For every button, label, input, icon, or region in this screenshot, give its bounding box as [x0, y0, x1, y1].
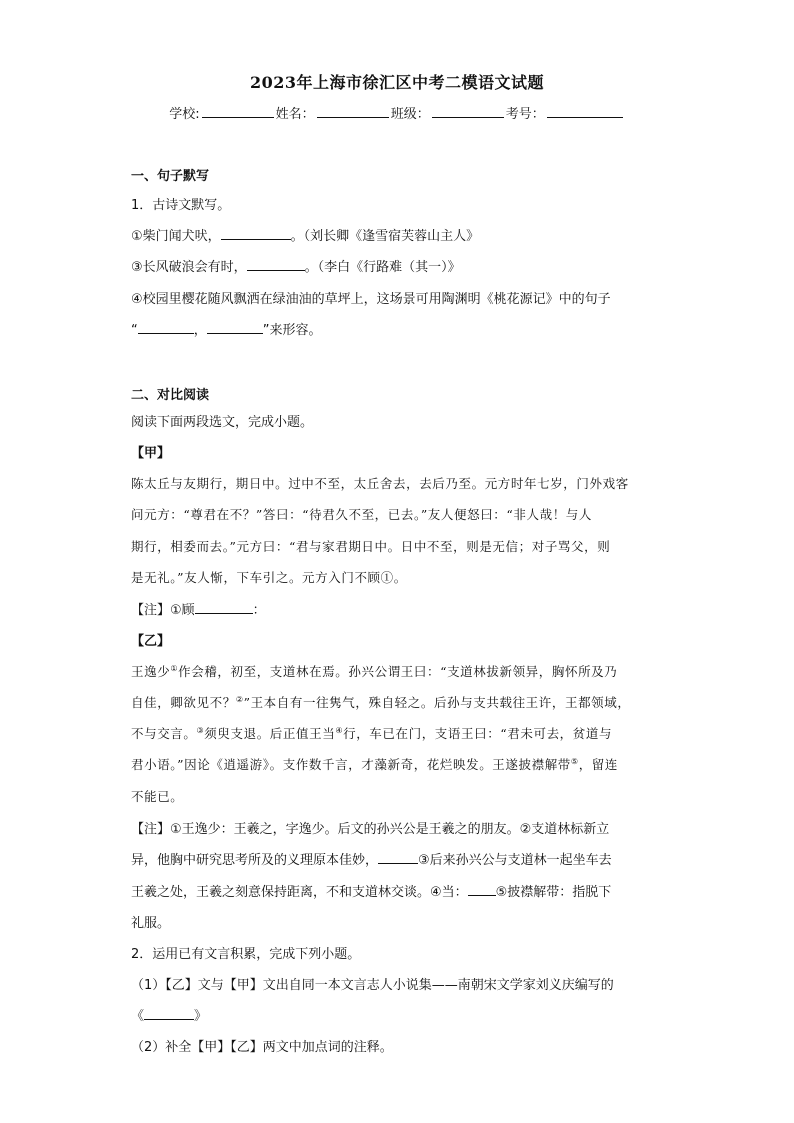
yi-text: ”王本自有一往隽气，殊自轻之。后孙与支共载往王许，王都领域，	[243, 695, 631, 710]
item4-open-quote: “	[131, 323, 138, 338]
poem-item-4-line1: ④校园里樱花随风飘洒在绿油油的草坪上，这场景可用陶渊明《桃花源记》中的句子	[131, 292, 611, 307]
yi-text-line-1	[131, 662, 617, 680]
jia-note-text: 【注】①顾	[131, 603, 195, 618]
yi-text-line-2	[131, 693, 631, 711]
question-2: 2．运用已有文言积累，完成下列小题。	[131, 947, 361, 962]
yi-text-line-3	[131, 724, 612, 742]
item4-comma: ，	[193, 323, 207, 338]
footnote-marker: ①	[170, 663, 179, 673]
footnote-marker: ⑤	[570, 756, 579, 766]
question-2-2: （2）补全【甲】【乙】两文中加点词的注释。	[131, 1040, 393, 1055]
footnote-marker: ④	[335, 725, 344, 735]
yi-note-text: ③后来孙兴公与支道林一起坐车去	[418, 853, 612, 868]
section1-heading: 一、句子默写	[131, 169, 210, 184]
yi-text: 须臾支退。后正值王当	[204, 726, 336, 741]
item1-answer-blank[interactable]	[221, 227, 291, 240]
item4-close: ”来形容。	[262, 323, 322, 338]
number-label: 考号：	[505, 107, 545, 122]
jia-note-colon: ：	[252, 603, 266, 618]
jia-text-line: 陈太丘与友期行，期日中。过中不至，太丘舍去，去后乃至。元方时年七岁，门外戏客	[131, 476, 629, 491]
footnote-marker: ②	[235, 694, 244, 704]
yi-note-blank-4[interactable]	[468, 883, 496, 896]
yi-text: ，留连	[578, 757, 618, 772]
yi-text: 不与交言。	[131, 726, 197, 741]
yi-note-line-3	[131, 881, 611, 900]
yi-note-line-2	[131, 849, 612, 868]
item4-answer-blank-2[interactable]	[207, 321, 263, 334]
jia-note-blank[interactable]	[195, 601, 253, 614]
poem-item-1	[131, 225, 479, 244]
school-label: 学校:	[169, 107, 200, 122]
yi-text-line-5: 不能已。	[131, 789, 184, 804]
yi-note-blank-2[interactable]	[378, 851, 418, 864]
yi-note-text: 王羲之处，王羲之刻意保持距离，不和支道林交谈。④当：	[131, 885, 468, 900]
yi-note-line-4: 礼服。	[131, 916, 171, 931]
class-label: 班级：	[390, 107, 430, 122]
item1-text-pre: ①柴门闻犬吠，	[131, 229, 221, 244]
item1-text-post: 。（刘长卿《逢雪宿芙蓉山主人》	[290, 229, 480, 244]
item4-answer-blank-1[interactable]	[138, 321, 194, 334]
yi-note-text: ⑤披襟解带：指脱下	[495, 885, 612, 900]
footnote-marker: ③	[196, 725, 205, 735]
yi-label: 【乙】	[131, 634, 171, 649]
yi-note-text: 异，他胸中研究思考所及的义理原本佳妙，	[131, 853, 379, 868]
item3-text-pre: ③长风破浪会有时，	[131, 260, 247, 275]
poem-item-3	[131, 256, 461, 275]
yi-text: 作会稽，初至，支道林在焉。孙兴公谓王曰：“支道林拔新领异，胸怀所及乃	[178, 664, 618, 679]
student-info-line	[0, 103, 794, 122]
book-title-blank[interactable]	[144, 1007, 194, 1020]
name-label: 姓名：	[275, 107, 315, 122]
jia-text-line: 是无礼。”友人惭，下车引之。元方入门不顾①。	[131, 570, 407, 585]
number-blank[interactable]	[547, 105, 623, 118]
item3-text-post: 。（李白《行路难（其一）》	[304, 260, 461, 275]
book-title-close: 》	[194, 1009, 208, 1024]
school-blank[interactable]	[202, 105, 274, 118]
name-blank[interactable]	[317, 105, 389, 118]
section2-intro: 阅读下面两段选文，完成小题。	[131, 415, 314, 430]
jia-label: 【甲】	[131, 446, 171, 461]
page-title: 2023年上海市徐汇区中考二模语文试题	[249, 73, 545, 92]
jia-text-line: 问元方：“尊君在不？”答曰：“待君久不至，已去。”友人便怒曰：“非人哉！与人	[131, 507, 593, 522]
question-1: 1．古诗文默写。	[131, 198, 231, 213]
yi-text-line-4	[131, 755, 618, 773]
question-2-1-answer	[131, 1005, 207, 1024]
class-blank[interactable]	[432, 105, 504, 118]
jia-text-line: 期行，相委而去。”元方曰：“君与家君期日中。日中不至，则是无信；对子骂父，则	[131, 539, 611, 554]
yi-text: 行，车已在门，支语王曰：“君未可去，贫道与	[343, 726, 613, 741]
yi-text: 自佳，卿欲见不？	[131, 695, 236, 710]
poem-item-4-line2	[131, 319, 322, 338]
question-2-1: （1）【乙】文与【甲】文出自同一本文言志人小说集——南朝宋文学家刘义庆编写的	[131, 978, 614, 993]
item3-answer-blank[interactable]	[247, 258, 305, 271]
yi-text: 君小语。”因论《逍遥游》。支作数千言，才藻新奇，花烂映发。王遂披襟解带	[131, 757, 571, 772]
book-title-open: 《	[131, 1009, 145, 1024]
yi-note-line-1: 【注】①王逸少：王羲之，字逸少。后文的孙兴公是王羲之的朋友。②支道林标新立	[131, 822, 610, 837]
yi-text: 王逸少	[131, 664, 171, 679]
section2-heading: 二、对比阅读	[131, 388, 210, 403]
jia-note	[131, 599, 266, 618]
